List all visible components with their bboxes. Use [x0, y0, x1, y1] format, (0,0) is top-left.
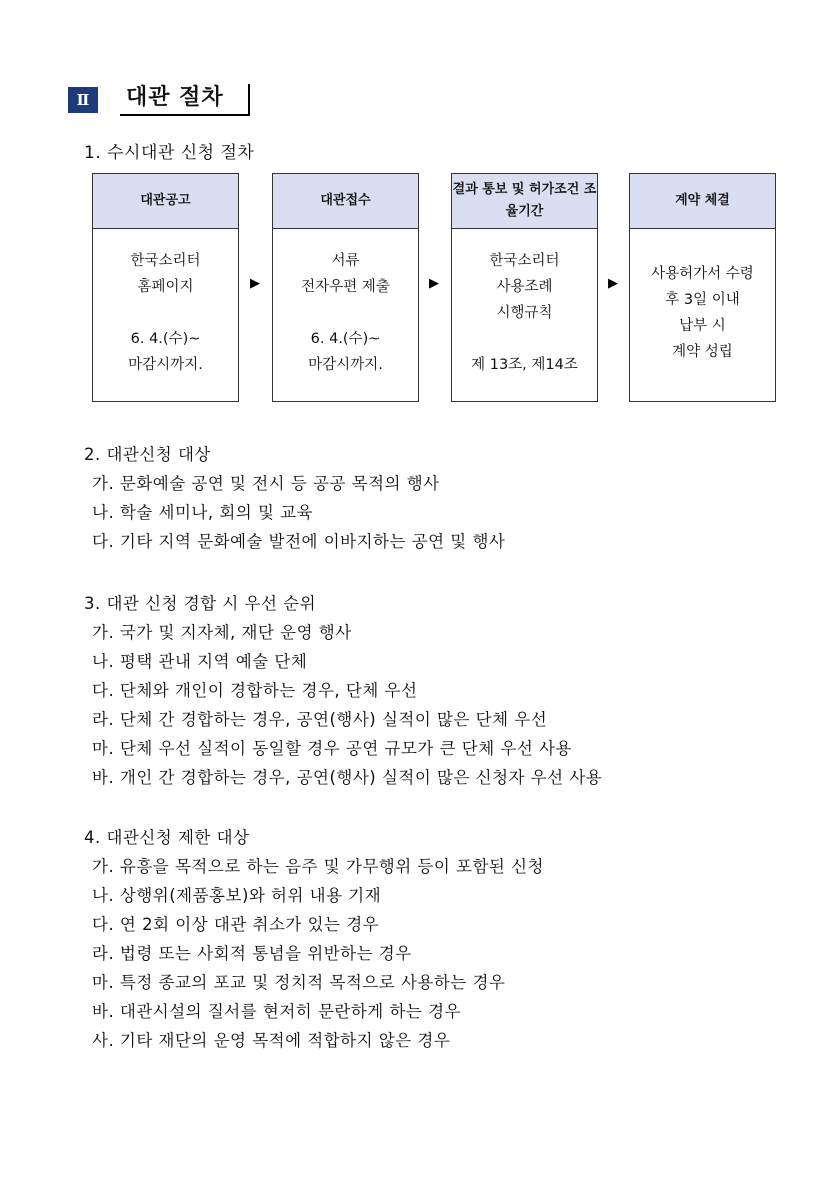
flow-step-contract: [629, 173, 776, 402]
list-item: 바. 개인 간 경합하는 경우, 공연(행사) 실적이 많은 신청자 우선 사용: [92, 768, 603, 787]
section-numeral-badge: Ⅱ: [68, 87, 98, 113]
list-item: 다. 연 2회 이상 대관 취소가 있는 경우: [92, 915, 380, 934]
flow-step-announcement: [92, 173, 239, 402]
step-header-text: 계약 체결: [675, 193, 730, 208]
flow-step-result-notice: [451, 173, 598, 402]
list-item: 다. 기타 지역 문화예술 발전에 이바지하는 공연 및 행사: [92, 532, 506, 551]
flow-step-header: [630, 174, 775, 229]
step-body-line: 한국소리터: [489, 253, 560, 269]
step-header-text: 허가조건 조율기간: [505, 182, 597, 219]
step-header-text: 대관공고: [140, 193, 191, 208]
procedure-subtitle: 1. 수시대관 신청 절차: [84, 143, 255, 163]
list-item: 가. 유흥을 목적으로 하는 음주 및 가무행위 등이 포함된 신청: [92, 857, 544, 876]
step-body-line: 서류: [331, 253, 360, 269]
list-item: 나. 상행위(제품홍보)와 허위 내용 기재: [92, 886, 382, 905]
step-body-line: 마감시까지.: [308, 357, 383, 373]
restriction-section: [84, 823, 544, 1055]
flow-step-body: [630, 228, 775, 401]
step-header-text: 결과 통보 및: [452, 182, 525, 197]
step-body-line: 후 3일 이내: [665, 292, 740, 308]
flow-step-body: [273, 228, 418, 401]
list-item: 가. 문화예술 공연 및 전시 등 공공 목적의 행사: [92, 474, 440, 493]
flow-arrow-icon: ▶: [608, 276, 618, 291]
list-item: 마. 단체 우선 실적이 동일할 경우 공연 규모가 큰 단체 우선 사용: [92, 739, 572, 758]
flow-arrow-icon: ▶: [250, 276, 260, 291]
step-body-line: 홈페이지: [137, 279, 194, 295]
list-item: 라. 단체 간 경합하는 경우, 공연(행사) 실적이 많은 단체 우선: [92, 710, 548, 729]
flow-step-header: [273, 174, 418, 229]
list-item: 가. 국가 및 지자체, 재단 운영 행사: [92, 623, 352, 642]
step-body-line: 제 13조, 제14조: [471, 357, 578, 373]
eligibility-section: [84, 440, 505, 556]
step-body-line: 마감시까지.: [128, 357, 203, 373]
step-body-line: 6. 4.(수)~: [130, 331, 201, 347]
flow-step-header: [452, 174, 597, 229]
section-heading: [68, 84, 250, 116]
priority-section: [84, 589, 602, 792]
step-body-line: 전자우편 제출: [301, 279, 390, 295]
section-title: 4. 대관신청 제한 대상: [84, 828, 250, 847]
step-body-line: 한국소리터: [130, 253, 201, 269]
flow-arrow-icon: ▶: [429, 276, 439, 291]
flow-step-body: [452, 228, 597, 401]
section-title: 2. 대관신청 대상: [84, 445, 211, 464]
step-body-line: 납부 시: [679, 318, 726, 334]
list-item: 마. 특정 종교의 포교 및 정치적 목적으로 사용하는 경우: [92, 973, 506, 992]
list-item: 바. 대관시설의 질서를 현저히 문란하게 하는 경우: [92, 1002, 461, 1021]
list-item: 나. 평택 관내 지역 예술 단체: [92, 652, 308, 671]
list-item: 나. 학술 세미나, 회의 및 교육: [92, 503, 314, 522]
list-item: 사. 기타 재단의 운영 목적에 적합하지 않은 경우: [92, 1031, 451, 1050]
flow-step-reception: [272, 173, 419, 402]
procedure-flowchart: [92, 173, 776, 402]
step-body-line: 사용조례: [496, 279, 553, 295]
step-header-text: 대관접수: [320, 193, 371, 208]
flow-step-header: [93, 174, 238, 229]
step-body-line: 사용허가서 수령: [651, 266, 754, 282]
step-body-line: 계약 성립: [672, 344, 733, 360]
section-title: 3. 대관 신청 경합 시 우선 순위: [84, 594, 317, 613]
flow-step-body: [93, 228, 238, 401]
step-body-line: 6. 4.(수)~: [310, 331, 381, 347]
page-title: 대관 절차: [120, 84, 250, 116]
list-item: 라. 법령 또는 사회적 통념을 위반하는 경우: [92, 944, 412, 963]
list-item: 다. 단체와 개인이 경합하는 경우, 단체 우선: [92, 681, 418, 700]
step-body-line: 시행규칙: [496, 305, 553, 321]
